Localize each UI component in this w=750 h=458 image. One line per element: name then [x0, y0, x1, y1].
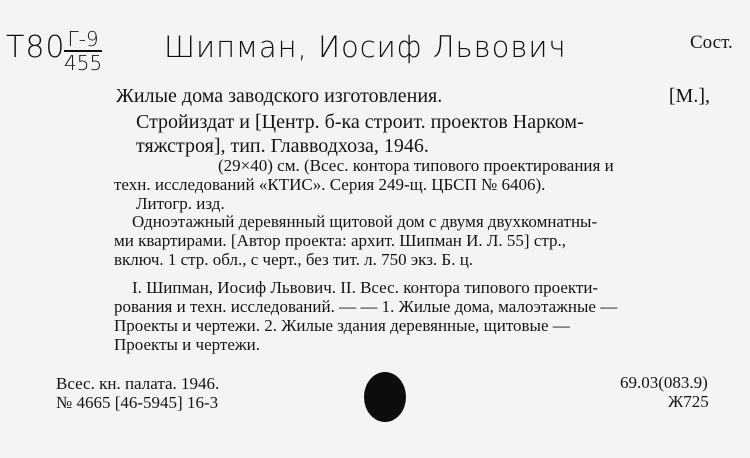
title-place: [М.],: [668, 85, 710, 107]
title-line-3: тяжстроя], тип. Главводхоза, 1946.: [136, 135, 429, 157]
footer-left-1: Всес. кн. палата. 1946.: [56, 374, 220, 393]
handwritten-author: Шипман, Иосиф Львович: [164, 30, 567, 64]
subject-line-3: Проекты и чертежи. 2. Жилые здания деревянные, щитовые —: [114, 316, 570, 335]
shelf-number-top: Г-9: [64, 28, 102, 52]
subject-line-1: I. Шипман, Иосиф Львович. II. Всес. контора типового проекти-: [132, 278, 599, 297]
title-text: Жилые дома заводского изготовления.: [116, 85, 443, 107]
note-line-2: ми квартирами. [Автор проекта: архит. Шипман И. Л. 55] стр.,: [114, 231, 567, 250]
description-line-3: Литогр. изд.: [136, 194, 225, 213]
note-line-1: Одноэтажный деревянный щитовой дом с двумя двухкомнатны-: [132, 212, 598, 231]
title-line-2: Стройиздат и [Центр. б-ка строит. проектов Нарком-: [136, 111, 584, 133]
shelf-code: Т80: [6, 30, 66, 65]
description-line-1: (29×40) см. (Всес. контора типового проектирования и: [218, 156, 614, 175]
title-line-1: [116, 84, 710, 108]
footer-right-1: 69.03(083.9): [620, 373, 708, 392]
subject-line-4: Проекты и чертежи.: [114, 335, 260, 354]
description-line-2: техн. исследований «КТИС». Серия 249-щ. ЦБСП № 6406).: [114, 175, 546, 194]
author-role: Сост.: [690, 32, 733, 53]
footer-right-2: Ж725: [668, 392, 709, 411]
shelf-number: [64, 28, 102, 74]
card-hole: [364, 372, 406, 422]
subject-line-2: рования и техн. исследований. — — 1. Жилые дома, малоэтажные —: [114, 297, 618, 316]
note-line-3: включ. 1 стр. обл., с черт., без тит. л. 750 экз. Б. ц.: [114, 250, 474, 269]
shelf-number-bottom: 455: [64, 51, 103, 75]
footer-left-2: № 4665 [46-5945] 16-3: [56, 393, 219, 412]
